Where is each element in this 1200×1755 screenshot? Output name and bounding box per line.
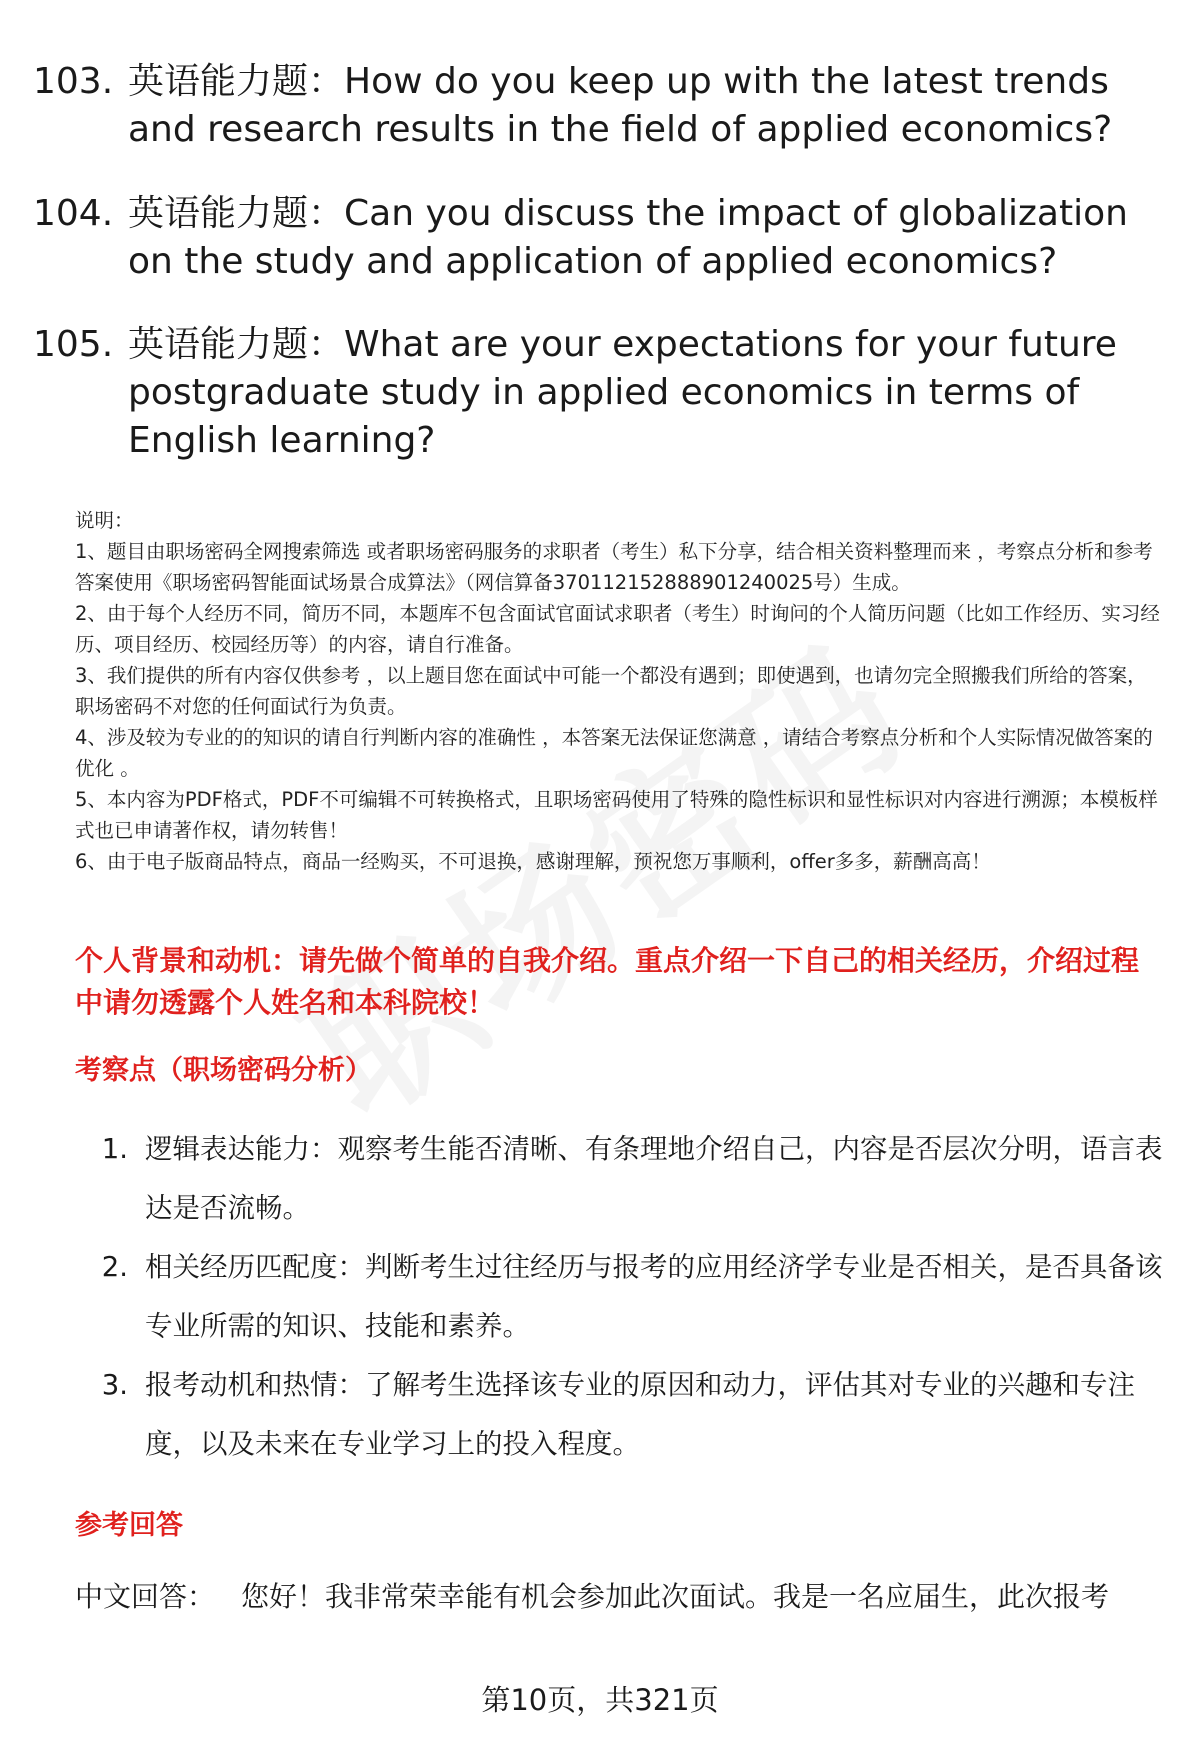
note-item: 5、本内容为PDF格式，PDF不可编辑不可转换格式，且职场密码使用了特殊的隐性标识和显性标识对内容进行溯源；本模板样式也已申请著作权，请勿转售！ [75, 788, 1158, 842]
list-item [75, 1356, 1165, 1474]
point-text: 报考动机和热情：了解考生选择该专业的原因和动力，评估其对专业的兴趣和专注度，以及未来在专业学习上的投入程度。 [145, 1369, 1135, 1460]
answer-label: 中文回答： [75, 1580, 216, 1613]
note-item: 1、题目由职场密码全网搜索筛选 或者职场密码服务的求职者（考生）私下分享，结合相关资料整理而来 ，考察点分析和参考答案使用《职场密码智能面试场景合成算法》（网信算备370112152888901240025号）生成。 [75, 540, 1153, 594]
point-text: 逻辑表达能力：观察考生能否清晰、有条理地介绍自己，内容是否层次分明，语言表达是否流畅。 [145, 1133, 1163, 1224]
question-103 [33, 58, 1173, 154]
page-footer: 第10页，共321页 [481, 1683, 719, 1717]
answer-text: 您好！我非常荣幸能有机会参加此次面试。我是一名应届生，此次报考 [241, 1580, 1110, 1613]
notes-block [75, 505, 1165, 877]
question-number: 103. [33, 61, 114, 102]
note-item: 2、由于每个人经历不同，简历不同，本题库不包含面试官面试求职者（考生）时询问的个人简历问题（比如工作经历、实习经历、项目经历、校园经历等）的内容，请自行准备。 [75, 602, 1160, 656]
question-text: 英语能力题：Can you discuss the impact of globalization on the study and application of applied economics? [128, 193, 1128, 282]
point-number: 1. [101, 1133, 128, 1165]
assessment-points-list [75, 1120, 1165, 1474]
question-number: 105. [33, 324, 114, 365]
point-text: 相关经历匹配度：判断考生过往经历与报考的应用经济学专业是否相关，是否具备该专业所需的知识、技能和素养。 [145, 1251, 1163, 1342]
question-105 [33, 321, 1173, 465]
assessment-points-heading: 考察点（职场密码分析） [75, 1055, 372, 1086]
reference-answer-heading: 参考回答 [75, 1510, 183, 1541]
answer-paragraph [75, 1577, 1175, 1617]
note-item: 3、我们提供的所有内容仅供参考 ，以上题目您在面试中可能一个都没有遇到；即使遇到，也请勿完全照搬我们所给的答案，职场密码不对您的任何面试行为负责。 [75, 664, 1147, 718]
note-item: 6、由于电子版商品特点，商品一经购买，不可退换，感谢理解，预祝您万事顺利，offer多多，薪酬高高！ [75, 850, 991, 873]
question-text: 英语能力题：How do you keep up with the latest trends and research results in the field of applied economics? [128, 61, 1113, 150]
point-number: 2. [101, 1251, 128, 1283]
question-number: 104. [33, 193, 114, 234]
note-item: 4、涉及较为专业的的知识的请自行判断内容的准确性 ，本答案无法保证您满意 ，请结合考察点分析和个人实际情况做答案的优化 。 [75, 726, 1153, 780]
question-104 [33, 190, 1173, 286]
list-item [75, 1120, 1165, 1238]
point-number: 3. [101, 1369, 128, 1401]
question-text: 英语能力题：What are your expectations for your future postgraduate study in applied economics in terms of English learning? [128, 324, 1117, 461]
notes-title: 说明： [75, 509, 134, 532]
list-item [75, 1238, 1165, 1356]
interview-question-heading: 个人背景和动机：请先做个简单的自我介绍。重点介绍一下自己的相关经历，介绍过程中请勿透露个人姓名和本科院校！ [75, 944, 1140, 1019]
